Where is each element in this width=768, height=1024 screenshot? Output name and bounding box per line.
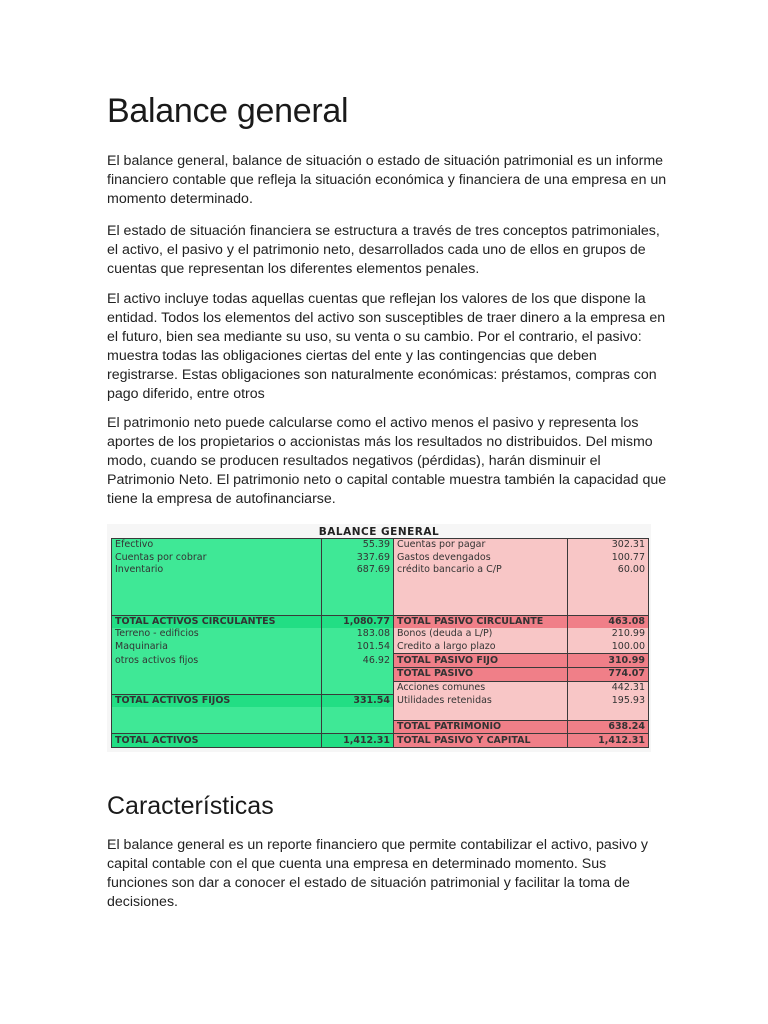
activo-value-cell	[322, 681, 394, 694]
pasivo-value-cell: 100.77	[568, 552, 649, 565]
balance-row	[112, 628, 649, 641]
pasivo-label-cell	[394, 577, 568, 590]
pasivo-value-cell: 100.00	[568, 641, 649, 654]
pasivo-label-cell: Cuentas por pagar	[394, 539, 568, 552]
activo-value-cell	[322, 720, 394, 734]
pasivo-label-cell: Bonos (deuda a L/P)	[394, 628, 568, 641]
balance-row	[112, 589, 649, 602]
pasivo-value-cell: 442.31	[568, 681, 649, 694]
pasivo-label-cell: TOTAL PASIVO Y CAPITAL	[394, 734, 568, 748]
pasivo-value-cell: 310.99	[568, 654, 649, 668]
balance-row	[112, 641, 649, 654]
balance-row	[112, 564, 649, 577]
pasivo-value-cell	[568, 602, 649, 615]
activo-label-cell: Cuentas por cobrar	[112, 552, 322, 565]
pasivo-label-cell	[394, 602, 568, 615]
activo-value-cell: 55.39	[322, 539, 394, 552]
pasivo-value-cell: 210.99	[568, 628, 649, 641]
activo-label-cell: otros activos fijos	[112, 654, 322, 668]
pasivo-value-cell: 195.93	[568, 694, 649, 707]
activo-value-cell	[322, 667, 394, 681]
balance-table-title: BALANCE GENERAL	[318, 526, 440, 538]
activo-label-cell: TOTAL ACTIVOS FIJOS	[112, 694, 322, 707]
paragraph-definition: El balance general, balance de situación o estado de situación patrimonial es un informe financiero contable que refleja la situación económica y financiera de una empresa en un momento determinado.	[107, 153, 667, 207]
pasivo-value-cell	[568, 589, 649, 602]
pasivo-label-cell: TOTAL PATRIMONIO	[394, 720, 568, 734]
balance-general-image	[107, 524, 651, 752]
pasivo-value-cell: 774.07	[568, 667, 649, 681]
activo-value-cell	[322, 577, 394, 590]
balance-row	[112, 615, 649, 628]
pasivo-label-cell: Utilidades retenidas	[394, 694, 568, 707]
activo-label-cell	[112, 667, 322, 681]
balance-table	[111, 538, 649, 748]
pasivo-value-cell: 1,412.31	[568, 734, 649, 748]
activo-label-cell: TOTAL ACTIVOS	[112, 734, 322, 748]
activo-value-cell	[322, 602, 394, 615]
section-title-caracteristicas: Características	[107, 792, 274, 820]
activo-label-cell	[112, 589, 322, 602]
paragraph-caracteristicas: El balance general es un reporte financiero que permite contabilizar el activo, pasivo y capital contable con el que cuenta una empresa en determinado momento. Sus funciones son dar a conocer el estado de situación patrimonial y facilitar la toma de decisiones.	[107, 837, 649, 910]
pasivo-value-cell	[568, 577, 649, 590]
balance-row	[112, 681, 649, 694]
activo-label-cell	[112, 602, 322, 615]
pasivo-label-cell: TOTAL PASIVO	[394, 667, 568, 681]
balance-row	[112, 734, 649, 748]
pasivo-value-cell: 302.31	[568, 539, 649, 552]
activo-label-cell: TOTAL ACTIVOS CIRCULANTES	[112, 615, 322, 628]
activo-value-cell: 1,080.77	[322, 615, 394, 628]
activo-value-cell: 1,412.31	[322, 734, 394, 748]
balance-row	[112, 602, 649, 615]
activo-label-cell	[112, 577, 322, 590]
activo-value-cell: 183.08	[322, 628, 394, 641]
activo-label-cell: Efectivo	[112, 539, 322, 552]
activo-value-cell	[322, 707, 394, 720]
activo-value-cell: 46.92	[322, 654, 394, 668]
balance-row	[112, 707, 649, 720]
pasivo-label-cell: TOTAL PASIVO CIRCULANTE	[394, 615, 568, 628]
activo-value-cell: 687.69	[322, 564, 394, 577]
pasivo-label-cell: crédito bancario a C/P	[394, 564, 568, 577]
activo-value-cell: 331.54	[322, 694, 394, 707]
balance-row	[112, 654, 649, 668]
balance-row	[112, 720, 649, 734]
activo-label-cell: Maquinaria	[112, 641, 322, 654]
paragraph-structure: El estado de situación financiera se estructura a través de tres conceptos patrimoniales, el activo, el pasivo y el patrimonio neto, desarrollados cada uno de ellos en grupos de cuentas que representan los diferentes elementos penales.	[107, 223, 660, 277]
pasivo-value-cell	[568, 707, 649, 720]
activo-value-cell	[322, 589, 394, 602]
balance-row	[112, 577, 649, 590]
paragraph-activo-pasivo: El activo incluye todas aquellas cuentas que reflejan los valores de los que dispone la entidad. Todos los elementos del activo son susceptibles de traer dinero a la empresa en el futuro, bien sea mediante su uso, su venta o su cambio. Por el contrario, el pasivo: muestra todas las obligaciones ciertas del ente y las contingencias que deben registrarse. Estas obligaciones son naturalmente económicas: préstamos, compras con pago diferido, entre otros	[107, 291, 666, 402]
pasivo-label-cell: TOTAL PASIVO FIJO	[394, 654, 568, 668]
activo-label-cell	[112, 707, 322, 720]
activo-label-cell: Inventario	[112, 564, 322, 577]
balance-row	[112, 552, 649, 565]
pasivo-value-cell: 463.08	[568, 615, 649, 628]
pasivo-label-cell: Acciones comunes	[394, 681, 568, 694]
pasivo-value-cell: 638.24	[568, 720, 649, 734]
activo-value-cell: 337.69	[322, 552, 394, 565]
pasivo-label-cell	[394, 589, 568, 602]
pasivo-label-cell	[394, 707, 568, 720]
page-title: Balance general	[107, 92, 349, 130]
paragraph-patrimonio: El patrimonio neto puede calcularse como el activo menos el pasivo y representa los aportes de los propietarios o accionistas más los resultados no distribuidos. Del mismo modo, cuando se producen resultados negativos (pérdidas), harán disminuir el Patrimonio Neto. El patrimonio neto o capital contable muestra también la capacidad que tiene la empresa de autofinanciarse.	[107, 415, 667, 507]
pasivo-label-cell: Credito a largo plazo	[394, 641, 568, 654]
balance-row	[112, 539, 649, 552]
balance-row	[112, 667, 649, 681]
activo-label-cell	[112, 681, 322, 694]
activo-label-cell	[112, 720, 322, 734]
activo-label-cell: Terreno - edificios	[112, 628, 322, 641]
pasivo-label-cell: Gastos devengados	[394, 552, 568, 565]
balance-row	[112, 694, 649, 707]
pasivo-value-cell: 60.00	[568, 564, 649, 577]
activo-value-cell: 101.54	[322, 641, 394, 654]
